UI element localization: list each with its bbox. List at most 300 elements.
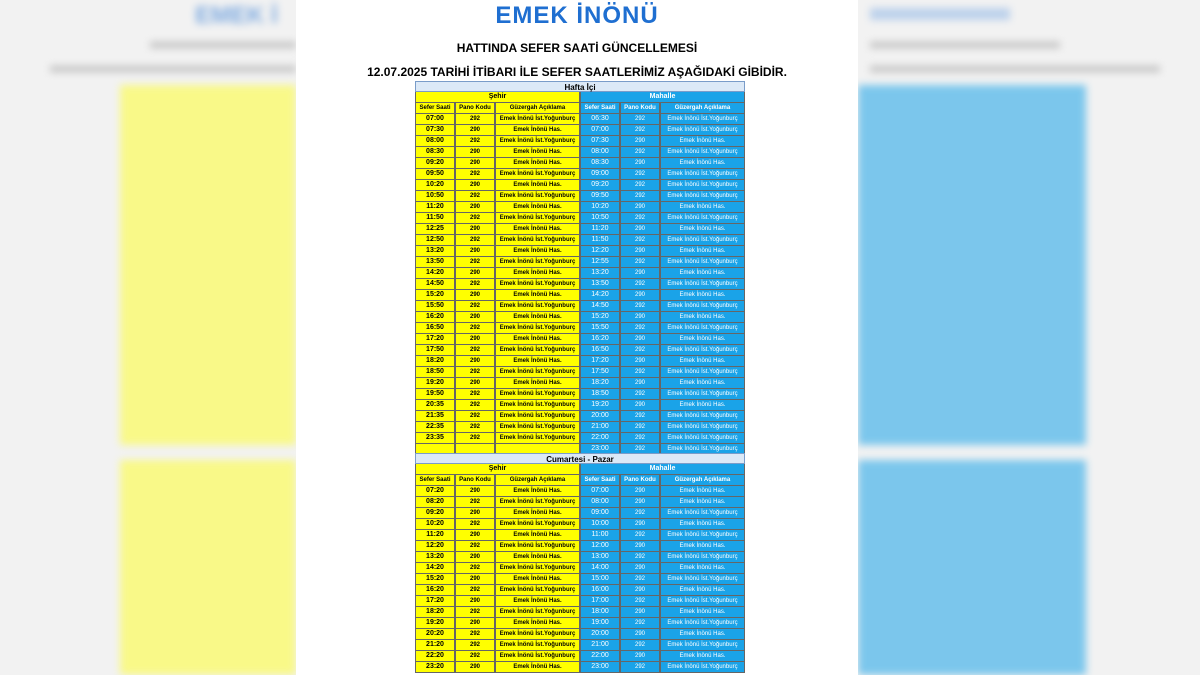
col-sefer-saati: Sefer Saati	[580, 103, 620, 114]
sehir-guzergah-cell: Emek İnönü Has.	[495, 224, 580, 235]
sehir-pano-kodu-cell: 292	[455, 323, 495, 334]
table-row	[415, 114, 745, 125]
sehir-guzergah-cell: Emek İnönü Has.	[495, 147, 580, 158]
mahalle-pano-kodu-cell: 290	[620, 224, 660, 235]
sehir-guzergah-cell: Emek İnönü İst.Yoğunburç	[495, 213, 580, 224]
mahalle-pano-kodu-cell: 290	[620, 136, 660, 147]
mahalle-guzergah-cell: Emek İnönü İst.Yoğunburç	[660, 114, 745, 125]
mahalle-pano-kodu-cell: 292	[620, 114, 660, 125]
sehir-pano-kodu-cell: 292	[455, 585, 495, 596]
sehir-pano-kodu-cell: 292	[455, 563, 495, 574]
sehir-sefer-saati-cell: 11:50	[415, 213, 455, 224]
mahalle-sefer-saati-cell: 11:20	[580, 224, 620, 235]
mahalle-sefer-saati-cell: 09:00	[580, 508, 620, 519]
mahalle-sefer-saati-cell: 09:20	[580, 180, 620, 191]
sehir-pano-kodu-cell: 292	[455, 607, 495, 618]
sehir-sefer-saati-cell: 16:20	[415, 312, 455, 323]
bg-title-fragment: EMEK İ	[195, 2, 278, 29]
col-pano-kodu: Pano Kodu	[455, 475, 495, 486]
sehir-pano-kodu-cell: 292	[455, 235, 495, 246]
mahalle-sefer-saati-cell: 13:00	[580, 552, 620, 563]
sehir-guzergah-cell: Emek İnönü İst.Yoğunburç	[495, 136, 580, 147]
sehir-guzergah-cell: Emek İnönü İst.Yoğunburç	[495, 389, 580, 400]
mahalle-pano-kodu-cell: 292	[620, 235, 660, 246]
sehir-sefer-saati-cell: 15:20	[415, 574, 455, 585]
mahalle-guzergah-cell: Emek İnönü İst.Yoğunburç	[660, 279, 745, 290]
table-row	[415, 301, 745, 312]
table-row	[415, 651, 745, 662]
mahalle-sefer-saati-cell: 13:20	[580, 268, 620, 279]
sehir-sefer-saati-cell: 21:35	[415, 411, 455, 422]
sehir-pano-kodu-cell: 290	[455, 486, 495, 497]
mahalle-guzergah-cell: Emek İnönü İst.Yoğunburç	[660, 323, 745, 334]
sehir-sefer-saati-cell: 08:20	[415, 497, 455, 508]
table-row	[415, 235, 745, 246]
table-row	[415, 202, 745, 213]
table-row	[415, 367, 745, 378]
mahalle-sefer-saati-cell: 15:00	[580, 574, 620, 585]
mahalle-guzergah-cell: Emek İnönü İst.Yoğunburç	[660, 345, 745, 356]
mahalle-pano-kodu-cell: 292	[620, 508, 660, 519]
mahalle-sefer-saati-cell: 08:00	[580, 147, 620, 158]
sehir-guzergah-cell: Emek İnönü İst.Yoğunburç	[495, 169, 580, 180]
weekend-table-body	[415, 486, 745, 673]
mahalle-sefer-saati-cell: 12:00	[580, 541, 620, 552]
table-row	[415, 191, 745, 202]
table-row	[415, 136, 745, 147]
col-guzergah: Güzergah Açıklama	[660, 103, 745, 114]
sehir-sefer-saati-cell: 12:25	[415, 224, 455, 235]
sehir-guzergah-cell: Emek İnönü İst.Yoğunburç	[495, 235, 580, 246]
mahalle-sefer-saati-cell: 23:00	[580, 662, 620, 673]
sehir-guzergah-cell: Emek İnönü İst.Yoğunburç	[495, 629, 580, 640]
table-row	[415, 662, 745, 673]
sehir-pano-kodu-cell: 290	[455, 246, 495, 257]
table-row	[415, 389, 745, 400]
mahalle-pano-kodu-cell: 290	[620, 519, 660, 530]
mahalle-guzergah-cell: Emek İnönü Has.	[660, 158, 745, 169]
sehir-sefer-saati-cell: 19:20	[415, 378, 455, 389]
sehir-pano-kodu-cell: 292	[455, 422, 495, 433]
weekend-mahalle-header: Mahalle	[580, 464, 745, 475]
col-guzergah: Güzergah Açıklama	[495, 475, 580, 486]
mahalle-guzergah-cell: Emek İnönü İst.Yoğunburç	[660, 422, 745, 433]
mahalle-sefer-saati-cell: 08:30	[580, 158, 620, 169]
sehir-guzergah-cell: Emek İnönü Has.	[495, 662, 580, 673]
mahalle-sefer-saati-cell: 06:30	[580, 114, 620, 125]
mahalle-sefer-saati-cell: 15:20	[580, 312, 620, 323]
sehir-sefer-saati-cell: 12:20	[415, 541, 455, 552]
mahalle-sefer-saati-cell: 14:50	[580, 301, 620, 312]
mahalle-sefer-saati-cell: 23:00	[580, 444, 620, 455]
sehir-guzergah-cell: Emek İnönü İst.Yoğunburç	[495, 563, 580, 574]
sehir-pano-kodu-cell: 290	[455, 125, 495, 136]
table-row	[415, 334, 745, 345]
mahalle-guzergah-cell: Emek İnönü Has.	[660, 607, 745, 618]
mahalle-guzergah-cell: Emek İnönü İst.Yoğunburç	[660, 444, 745, 455]
sehir-sefer-saati-cell: 15:50	[415, 301, 455, 312]
table-row	[415, 323, 745, 334]
mahalle-sefer-saati-cell: 17:20	[580, 356, 620, 367]
sehir-sefer-saati-cell: 14:50	[415, 279, 455, 290]
sehir-guzergah-cell: Emek İnönü İst.Yoğunburç	[495, 640, 580, 651]
sehir-pano-kodu-cell: 292	[455, 257, 495, 268]
mahalle-pano-kodu-cell: 290	[620, 651, 660, 662]
mahalle-guzergah-cell: Emek İnönü İst.Yoğunburç	[660, 596, 745, 607]
mahalle-pano-kodu-cell: 292	[620, 662, 660, 673]
sehir-sefer-saati-cell: 14:20	[415, 268, 455, 279]
mahalle-pano-kodu-cell: 290	[620, 607, 660, 618]
sehir-sefer-saati-cell: 13:20	[415, 246, 455, 257]
mahalle-pano-kodu-cell: 292	[620, 279, 660, 290]
sehir-guzergah-cell: Emek İnönü İst.Yoğunburç	[495, 367, 580, 378]
sehir-guzergah-cell: Emek İnönü Has.	[495, 574, 580, 585]
table-row	[415, 158, 745, 169]
mahalle-pano-kodu-cell: 292	[620, 618, 660, 629]
mahalle-sefer-saati-cell: 22:00	[580, 433, 620, 444]
sehir-sefer-saati-cell: 17:50	[415, 345, 455, 356]
sehir-sefer-saati-cell: 13:20	[415, 552, 455, 563]
sehir-pano-kodu-cell: 292	[455, 136, 495, 147]
table-row	[415, 607, 745, 618]
mahalle-guzergah-cell: Emek İnönü Has.	[660, 519, 745, 530]
sehir-sefer-saati-cell: 16:20	[415, 585, 455, 596]
sehir-pano-kodu-cell: 292	[455, 279, 495, 290]
mahalle-guzergah-cell: Emek İnönü Has.	[660, 224, 745, 235]
mahalle-pano-kodu-cell: 292	[620, 574, 660, 585]
mahalle-sefer-saati-cell: 10:00	[580, 519, 620, 530]
table-row	[415, 486, 745, 497]
sehir-sefer-saati-cell: 13:50	[415, 257, 455, 268]
mahalle-pano-kodu-cell: 292	[620, 433, 660, 444]
weekday-mahalle-header: Mahalle	[580, 92, 745, 103]
mahalle-guzergah-cell: Emek İnönü İst.Yoğunburç	[660, 301, 745, 312]
sehir-guzergah-cell: Emek İnönü İst.Yoğunburç	[495, 400, 580, 411]
bg-line	[870, 8, 1010, 20]
col-sefer-saati: Sefer Saati	[580, 475, 620, 486]
mahalle-guzergah-cell: Emek İnönü Has.	[660, 290, 745, 301]
sehir-pano-kodu-cell: 292	[455, 519, 495, 530]
mahalle-pano-kodu-cell: 292	[620, 444, 660, 455]
mahalle-guzergah-cell: Emek İnönü İst.Yoğunburç	[660, 367, 745, 378]
sehir-sefer-saati-cell: 18:50	[415, 367, 455, 378]
mahalle-pano-kodu-cell: 290	[620, 268, 660, 279]
mahalle-sefer-saati-cell: 16:50	[580, 345, 620, 356]
sehir-guzergah-cell: Emek İnönü İst.Yoğunburç	[495, 497, 580, 508]
mahalle-guzergah-cell: Emek İnönü Has.	[660, 378, 745, 389]
sehir-pano-kodu-cell: 290	[455, 596, 495, 607]
mahalle-guzergah-cell: Emek İnönü İst.Yoğunburç	[660, 257, 745, 268]
table-row	[415, 552, 745, 563]
mahalle-pano-kodu-cell: 292	[620, 169, 660, 180]
col-pano-kodu: Pano Kodu	[455, 103, 495, 114]
sehir-guzergah-cell: Emek İnönü Has.	[495, 290, 580, 301]
mahalle-guzergah-cell: Emek İnönü İst.Yoğunburç	[660, 433, 745, 444]
mahalle-sefer-saati-cell: 14:00	[580, 563, 620, 574]
table-row	[415, 574, 745, 585]
mahalle-pano-kodu-cell: 290	[620, 334, 660, 345]
mahalle-guzergah-cell: Emek İnönü Has.	[660, 651, 745, 662]
table-row	[415, 563, 745, 574]
mahalle-guzergah-cell: Emek İnönü Has.	[660, 246, 745, 257]
mahalle-pano-kodu-cell: 292	[620, 530, 660, 541]
mahalle-pano-kodu-cell: 292	[620, 552, 660, 563]
sehir-pano-kodu-cell: 290	[455, 290, 495, 301]
mahalle-sefer-saati-cell: 11:50	[580, 235, 620, 246]
sehir-guzergah-cell: Emek İnönü İst.Yoğunburç	[495, 301, 580, 312]
mahalle-sefer-saati-cell: 20:00	[580, 411, 620, 422]
sehir-sefer-saati-cell: 17:20	[415, 596, 455, 607]
mahalle-sefer-saati-cell: 18:50	[580, 389, 620, 400]
mahalle-pano-kodu-cell: 292	[620, 257, 660, 268]
sehir-pano-kodu-cell: 292	[455, 213, 495, 224]
sehir-guzergah-cell: Emek İnönü İst.Yoğunburç	[495, 585, 580, 596]
sehir-pano-kodu-cell: 290	[455, 268, 495, 279]
mahalle-guzergah-cell: Emek İnönü İst.Yoğunburç	[660, 180, 745, 191]
mahalle-pano-kodu-cell: 290	[620, 290, 660, 301]
mahalle-guzergah-cell: Emek İnönü İst.Yoğunburç	[660, 508, 745, 519]
mahalle-guzergah-cell: Emek İnönü İst.Yoğunburç	[660, 169, 745, 180]
bg-yellow-column	[120, 85, 296, 445]
table-row	[415, 629, 745, 640]
table-row	[415, 508, 745, 519]
mahalle-sefer-saati-cell: 21:00	[580, 640, 620, 651]
table-row	[415, 378, 745, 389]
sehir-sefer-saati-cell: 09:50	[415, 169, 455, 180]
sehir-sefer-saati-cell: 10:20	[415, 519, 455, 530]
page-title: EMEK İNÖNÜ	[495, 2, 659, 29]
sehir-pano-kodu-cell: 290	[455, 574, 495, 585]
mahalle-pano-kodu-cell: 290	[620, 246, 660, 257]
sehir-pano-kodu-cell: 290	[455, 180, 495, 191]
sehir-guzergah-cell: Emek İnönü İst.Yoğunburç	[495, 433, 580, 444]
table-row	[415, 312, 745, 323]
sehir-sefer-saati-cell: 09:20	[415, 158, 455, 169]
mahalle-guzergah-cell: Emek İnönü Has.	[660, 268, 745, 279]
mahalle-guzergah-cell: Emek İnönü İst.Yoğunburç	[660, 552, 745, 563]
bg-line	[870, 66, 1160, 72]
table-row	[415, 422, 745, 433]
sehir-pano-kodu-cell: 290	[455, 530, 495, 541]
bg-yellow-column	[120, 460, 296, 675]
mahalle-sefer-saati-cell: 10:20	[580, 202, 620, 213]
sehir-guzergah-cell: Emek İnönü İst.Yoğunburç	[495, 519, 580, 530]
mahalle-guzergah-cell: Emek İnönü İst.Yoğunburç	[660, 530, 745, 541]
mahalle-sefer-saati-cell: 14:20	[580, 290, 620, 301]
bg-blue-column	[858, 85, 1086, 445]
mahalle-guzergah-cell: Emek İnönü Has.	[660, 541, 745, 552]
mahalle-pano-kodu-cell: 292	[620, 301, 660, 312]
mahalle-pano-kodu-cell: 290	[620, 378, 660, 389]
mahalle-sefer-saati-cell: 09:50	[580, 191, 620, 202]
sehir-guzergah-cell: Emek İnönü Has.	[495, 508, 580, 519]
sehir-sefer-saati-cell: 18:20	[415, 607, 455, 618]
table-row	[415, 125, 745, 136]
col-sefer-saati: Sefer Saati	[415, 103, 455, 114]
sehir-pano-kodu-cell: 292	[455, 191, 495, 202]
sehir-pano-kodu-cell: 290	[455, 378, 495, 389]
sehir-pano-kodu-cell: 292	[455, 389, 495, 400]
table-row	[415, 433, 745, 444]
bg-line	[50, 66, 296, 72]
bg-line	[150, 42, 296, 48]
mahalle-guzergah-cell: Emek İnönü İst.Yoğunburç	[660, 618, 745, 629]
table-row	[415, 345, 745, 356]
mahalle-sefer-saati-cell: 18:00	[580, 607, 620, 618]
mahalle-sefer-saati-cell: 19:00	[580, 618, 620, 629]
sehir-guzergah-cell: Emek İnönü İst.Yoğunburç	[495, 257, 580, 268]
sehir-sefer-saati-cell: 22:20	[415, 651, 455, 662]
weekend-sehir-header: Şehir	[415, 464, 580, 475]
sehir-guzergah-cell: Emek İnönü İst.Yoğunburç	[495, 323, 580, 334]
mahalle-guzergah-cell: Emek İnönü İst.Yoğunburç	[660, 147, 745, 158]
sehir-pano-kodu-cell: 290	[455, 552, 495, 563]
mahalle-guzergah-cell: Emek İnönü İst.Yoğunburç	[660, 662, 745, 673]
sehir-sefer-saati-cell: 12:50	[415, 235, 455, 246]
mahalle-pano-kodu-cell: 292	[620, 345, 660, 356]
mahalle-guzergah-cell: Emek İnönü İst.Yoğunburç	[660, 125, 745, 136]
mahalle-guzergah-cell: Emek İnönü Has.	[660, 563, 745, 574]
sehir-sefer-saati-cell: 07:00	[415, 114, 455, 125]
sehir-pano-kodu-cell: 290	[455, 618, 495, 629]
mahalle-guzergah-cell: Emek İnönü İst.Yoğunburç	[660, 191, 745, 202]
sehir-guzergah-cell: Emek İnönü İst.Yoğunburç	[495, 607, 580, 618]
mahalle-pano-kodu-cell: 290	[620, 312, 660, 323]
mahalle-pano-kodu-cell: 292	[620, 422, 660, 433]
sehir-sefer-saati-cell: 07:30	[415, 125, 455, 136]
mahalle-sefer-saati-cell: 20:00	[580, 629, 620, 640]
mahalle-pano-kodu-cell: 292	[620, 213, 660, 224]
mahalle-sefer-saati-cell: 12:55	[580, 257, 620, 268]
mahalle-pano-kodu-cell: 290	[620, 563, 660, 574]
sehir-pano-kodu-cell: 292	[455, 345, 495, 356]
sehir-sefer-saati-cell: 11:20	[415, 202, 455, 213]
sehir-guzergah-cell: Emek İnönü Has.	[495, 158, 580, 169]
sehir-sefer-saati-cell: 10:50	[415, 191, 455, 202]
sehir-guzergah-cell: Emek İnönü Has.	[495, 312, 580, 323]
mahalle-pano-kodu-cell: 290	[620, 400, 660, 411]
mahalle-sefer-saati-cell: 17:00	[580, 596, 620, 607]
mahalle-pano-kodu-cell: 292	[620, 389, 660, 400]
mahalle-sefer-saati-cell: 07:30	[580, 136, 620, 147]
mahalle-pano-kodu-cell: 292	[620, 411, 660, 422]
sehir-pano-kodu-cell: 290	[455, 147, 495, 158]
sehir-guzergah-cell: Emek İnönü Has.	[495, 486, 580, 497]
sehir-pano-kodu-cell: 292	[455, 541, 495, 552]
mahalle-pano-kodu-cell: 290	[620, 541, 660, 552]
sehir-sefer-saati-cell: 15:20	[415, 290, 455, 301]
mahalle-pano-kodu-cell: 290	[620, 497, 660, 508]
sehir-sefer-saati-cell: 18:20	[415, 356, 455, 367]
mahalle-sefer-saati-cell: 17:50	[580, 367, 620, 378]
mahalle-pano-kodu-cell: 290	[620, 356, 660, 367]
mahalle-pano-kodu-cell: 292	[620, 323, 660, 334]
sehir-guzergah-cell: Emek İnönü İst.Yoğunburç	[495, 651, 580, 662]
sehir-sefer-saati-cell: 19:50	[415, 389, 455, 400]
sehir-guzergah-cell: Emek İnönü Has.	[495, 268, 580, 279]
mahalle-guzergah-cell: Emek İnönü İst.Yoğunburç	[660, 389, 745, 400]
sehir-sefer-saati-cell: 07:20	[415, 486, 455, 497]
mahalle-pano-kodu-cell: 292	[620, 191, 660, 202]
sehir-guzergah-cell: Emek İnönü İst.Yoğunburç	[495, 345, 580, 356]
table-row	[415, 246, 745, 257]
sehir-sefer-saati-cell: 09:20	[415, 508, 455, 519]
mahalle-sefer-saati-cell: 09:00	[580, 169, 620, 180]
mahalle-sefer-saati-cell: 16:00	[580, 585, 620, 596]
table-row	[415, 224, 745, 235]
mahalle-pano-kodu-cell: 290	[620, 158, 660, 169]
sehir-guzergah-cell: Emek İnönü İst.Yoğunburç	[495, 422, 580, 433]
sehir-pano-kodu-cell: 290	[455, 334, 495, 345]
sehir-pano-kodu-cell: 292	[455, 301, 495, 312]
mahalle-guzergah-cell: Emek İnönü Has.	[660, 629, 745, 640]
sehir-pano-kodu-cell: 292	[455, 497, 495, 508]
col-sefer-saati: Sefer Saati	[415, 475, 455, 486]
mahalle-sefer-saati-cell: 11:00	[580, 530, 620, 541]
mahalle-sefer-saati-cell: 22:00	[580, 651, 620, 662]
sehir-pano-kodu-cell: 292	[455, 114, 495, 125]
date-line: 12.07.2025 TARİHİ İTİBARI İLE SEFER SAATLERİMİZ AŞAĞIDAKİ GİBİDİR.	[367, 65, 787, 79]
sehir-pano-kodu-cell: 292	[455, 169, 495, 180]
mahalle-sefer-saati-cell: 21:00	[580, 422, 620, 433]
mahalle-pano-kodu-cell: 292	[620, 125, 660, 136]
mahalle-pano-kodu-cell: 292	[620, 596, 660, 607]
mahalle-sefer-saati-cell: 07:00	[580, 125, 620, 136]
sehir-pano-kodu-cell: 292	[455, 629, 495, 640]
mahalle-guzergah-cell: Emek İnönü Has.	[660, 334, 745, 345]
mahalle-guzergah-cell: Emek İnönü İst.Yoğunburç	[660, 574, 745, 585]
sehir-sefer-saati-cell: 08:00	[415, 136, 455, 147]
sehir-sefer-saati-cell: 22:35	[415, 422, 455, 433]
mahalle-guzergah-cell: Emek İnönü Has.	[660, 136, 745, 147]
sehir-sefer-saati-cell: 23:35	[415, 433, 455, 444]
document-page	[296, 0, 858, 675]
mahalle-pano-kodu-cell: 292	[620, 180, 660, 191]
mahalle-sefer-saati-cell: 18:20	[580, 378, 620, 389]
sehir-pano-kodu-cell: 292	[455, 400, 495, 411]
sehir-sefer-saati-cell: 16:50	[415, 323, 455, 334]
mahalle-sefer-saati-cell: 12:20	[580, 246, 620, 257]
mahalle-sefer-saati-cell: 07:00	[580, 486, 620, 497]
sehir-guzergah-cell: Emek İnönü Has.	[495, 356, 580, 367]
page-subtitle: HATTINDA SEFER SAATİ GÜNCELLEMESİ	[456, 41, 698, 55]
sehir-guzergah-cell: Emek İnönü İst.Yoğunburç	[495, 191, 580, 202]
sehir-pano-kodu-cell: 290	[455, 158, 495, 169]
mahalle-pano-kodu-cell: 290	[620, 629, 660, 640]
sehir-pano-kodu-cell: 292	[455, 411, 495, 422]
weekday-sehir-header: Şehir	[415, 92, 580, 103]
sehir-guzergah-cell: Emek İnönü Has.	[495, 202, 580, 213]
weekend-section-label: Cumartesi - Pazar	[415, 453, 745, 464]
sehir-guzergah-cell: Emek İnönü İst.Yoğunburç	[495, 541, 580, 552]
table-row	[415, 147, 745, 158]
mahalle-guzergah-cell: Emek İnönü Has.	[660, 585, 745, 596]
sehir-guzergah-cell: Emek İnönü Has.	[495, 125, 580, 136]
sehir-guzergah-cell: Emek İnönü İst.Yoğunburç	[495, 411, 580, 422]
mahalle-guzergah-cell: Emek İnönü Has.	[660, 312, 745, 323]
sehir-sefer-saati-cell: 20:20	[415, 629, 455, 640]
weekday-table-body	[415, 114, 745, 455]
col-pano-kodu: Pano Kodu	[620, 475, 660, 486]
mahalle-sefer-saati-cell: 08:00	[580, 497, 620, 508]
mahalle-sefer-saati-cell: 15:50	[580, 323, 620, 334]
table-row	[415, 290, 745, 301]
weekday-table	[415, 81, 745, 455]
sehir-guzergah-cell: Emek İnönü Has.	[495, 334, 580, 345]
sehir-pano-kodu-cell: 290	[455, 662, 495, 673]
table-row	[415, 585, 745, 596]
sehir-guzergah-cell: Emek İnönü İst.Yoğunburç	[495, 114, 580, 125]
